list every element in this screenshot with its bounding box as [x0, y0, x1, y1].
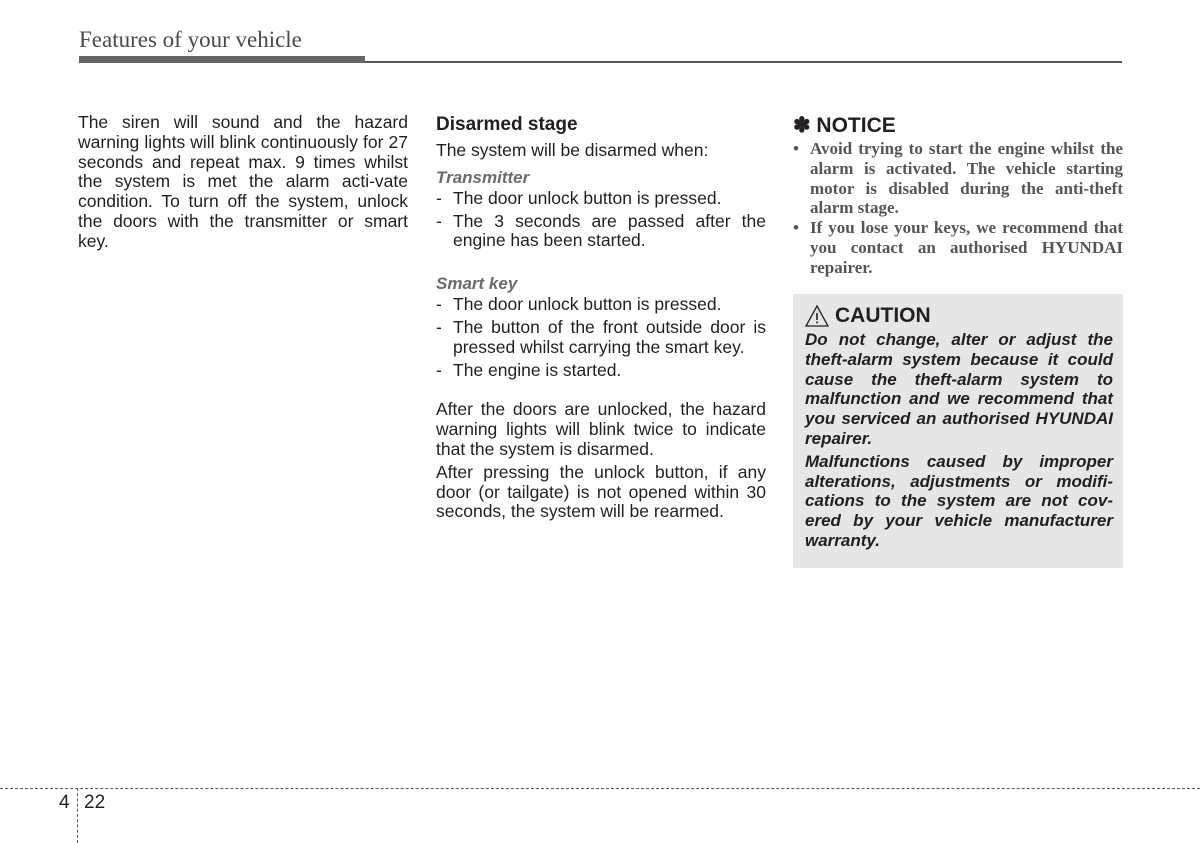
- list-item: - The door unlock button is pressed.: [436, 187, 722, 208]
- left-column: [78, 113, 408, 252]
- caution-paragraph: Malfunctions caused by improper alterations, adjustments or modifi-cations to the system are not cov-ered by your vehicle manufacturer warranty.: [805, 451, 1113, 550]
- list-item: - The engine is started.: [436, 359, 622, 380]
- transmitter-list: [436, 189, 766, 251]
- list-item: - The 3 seconds are passed after the engine has been started.: [436, 210, 766, 251]
- caution-title: CAUTION: [835, 304, 931, 327]
- list-item: - The button of the front outside door is pressed whilst carrying the smart key.: [436, 316, 766, 357]
- intro-text: The system will be disarmed when:: [436, 140, 709, 160]
- middle-column: [436, 113, 766, 522]
- notice-title: ✽ NOTICE: [793, 114, 896, 137]
- header-accent-bar: [79, 56, 365, 63]
- caution-box: [793, 294, 1123, 568]
- transmitter-subheading: Transmitter: [436, 167, 530, 187]
- siren-paragraph: The siren will sound and the hazard warning lights will blink continuously for 27 seconds and repeat max. 9 times whilst the system is met the alarm acti-vate condition. To turn off the system, unlock the doors with the transmitter or smart key.: [78, 112, 408, 251]
- rearm-paragraph: After pressing the unlock button, if any door (or tailgate) is not opened within 30 seconds, the system will be rearmed.: [436, 461, 766, 522]
- caution-heading: [805, 302, 1113, 330]
- list-item: - The door unlock button is pressed.: [436, 294, 722, 315]
- notice-item: • If you lose your keys, we recommend that you contact an authorised HYUNDAI repairer.: [793, 218, 1123, 277]
- notice-list: [793, 139, 1123, 278]
- disarm-paragraph: After the doors are unlocked, the hazard warning lights will blink twice to indicate that the system is disarmed.: [436, 399, 766, 459]
- page-header-title: Features of your vehicle: [79, 27, 302, 52]
- smart-key-subheading: Smart key: [436, 274, 518, 294]
- warning-triangle-icon: [805, 305, 829, 327]
- caution-paragraph: Do not change, alter or adjust the theft-alarm system because it could cause the theft-alarm system to malfunction and we recommend that you serviced an authorised HYUNDAI repairer.: [805, 330, 1113, 448]
- notice-item: • Avoid trying to start the engine whilst the alarm is activated. The vehicle starting motor is disabled during the anti-theft alarm stage.: [793, 139, 1123, 218]
- right-column: [793, 113, 1123, 278]
- page-number: 22: [84, 792, 106, 813]
- footer-divider: [0, 788, 1200, 789]
- chapter-number: 4: [59, 792, 70, 813]
- footer-divider-vertical: [77, 788, 78, 843]
- smart-key-list: [436, 295, 766, 380]
- section-heading: Disarmed stage: [436, 114, 578, 135]
